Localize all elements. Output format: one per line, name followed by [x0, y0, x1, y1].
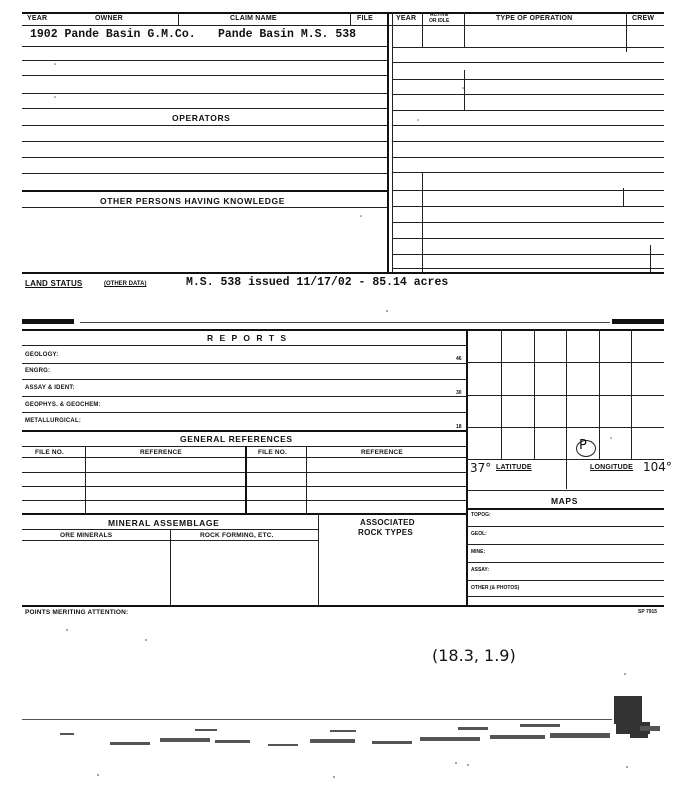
- col-file-no: FILE NO.: [35, 449, 65, 456]
- entry-year-owner: 1902 Pande Basin G.M.Co.: [30, 28, 196, 41]
- maps-geol: GEOL:: [471, 531, 487, 537]
- header-year: YEAR: [27, 15, 48, 22]
- header-crew: CREW: [632, 15, 655, 22]
- maps-topog: TOPOG:: [471, 512, 491, 518]
- header-file: FILE: [357, 15, 373, 22]
- maps-title: MAPS: [551, 496, 578, 506]
- land-status-sub: (OTHER DATA): [104, 281, 147, 287]
- maps-other: OTHER (& PHOTOS): [471, 585, 520, 591]
- rock-types-label: ROCK TYPES: [358, 528, 414, 537]
- latitude-value: 37°: [470, 461, 492, 475]
- points-meriting-attention: POINTS MERITING ATTENTION:: [25, 609, 129, 616]
- report-metallurgical: METALLURGICAL:: [25, 418, 82, 424]
- grid-mark-letter: P: [579, 438, 587, 453]
- ore-minerals-label: ORE MINERALS: [60, 532, 113, 539]
- header-year-2: YEAR: [396, 15, 417, 22]
- col-reference: REFERENCE: [140, 449, 182, 456]
- reports-title: R E P O R T S: [207, 333, 289, 343]
- entry-claim: Pande Basin M.S. 538: [218, 28, 357, 41]
- general-references-title: GENERAL REFERENCES: [180, 434, 293, 444]
- header-or-idle: OR IDLE: [429, 18, 450, 24]
- maps-assay: ASSAY:: [471, 567, 490, 573]
- report-engrg: ENGRG:: [25, 368, 51, 374]
- header-owner: OWNER: [95, 15, 123, 22]
- latitude-label: LATITUDE: [496, 464, 532, 471]
- associated-label: ASSOCIATED: [360, 518, 415, 527]
- land-status-label: LAND STATUS: [25, 279, 83, 288]
- col-reference-2: REFERENCE: [361, 449, 403, 456]
- mineral-assemblage-title: MINERAL ASSEMBLAGE: [108, 518, 220, 528]
- report-assay: ASSAY & IDENT:: [25, 385, 75, 391]
- operators-label: OPERATORS: [172, 113, 231, 123]
- report-metallurgical-code: 18: [456, 424, 462, 430]
- longitude-label: LONGITUDE: [590, 464, 634, 471]
- longitude-value: 104°: [643, 460, 672, 474]
- form-code: SP 7915: [638, 609, 658, 615]
- report-geology-code: 46: [456, 356, 462, 362]
- col-file-no-2: FILE NO.: [258, 449, 288, 456]
- report-geophys: GEOPHYS. & GEOCHEM:: [25, 402, 101, 408]
- maps-mine: MINE:: [471, 549, 486, 555]
- other-persons-label: OTHER PERSONS HAVING KNOWLEDGE: [100, 196, 286, 206]
- rock-forming-label: ROCK FORMING, ETC.: [200, 532, 274, 539]
- land-status-value: M.S. 538 issued 11/17/02 - 85.14 acres: [186, 276, 449, 289]
- report-assay-code: 30: [456, 390, 462, 396]
- handwritten-note: (18.3, 1.9): [432, 646, 516, 665]
- header-active: ACTIVE: [430, 12, 449, 18]
- header-type-of-operation: TYPE OF OPERATION: [496, 15, 573, 22]
- report-geology: GEOLOGY:: [25, 352, 59, 358]
- header-claim-name: CLAIM NAME: [230, 15, 277, 22]
